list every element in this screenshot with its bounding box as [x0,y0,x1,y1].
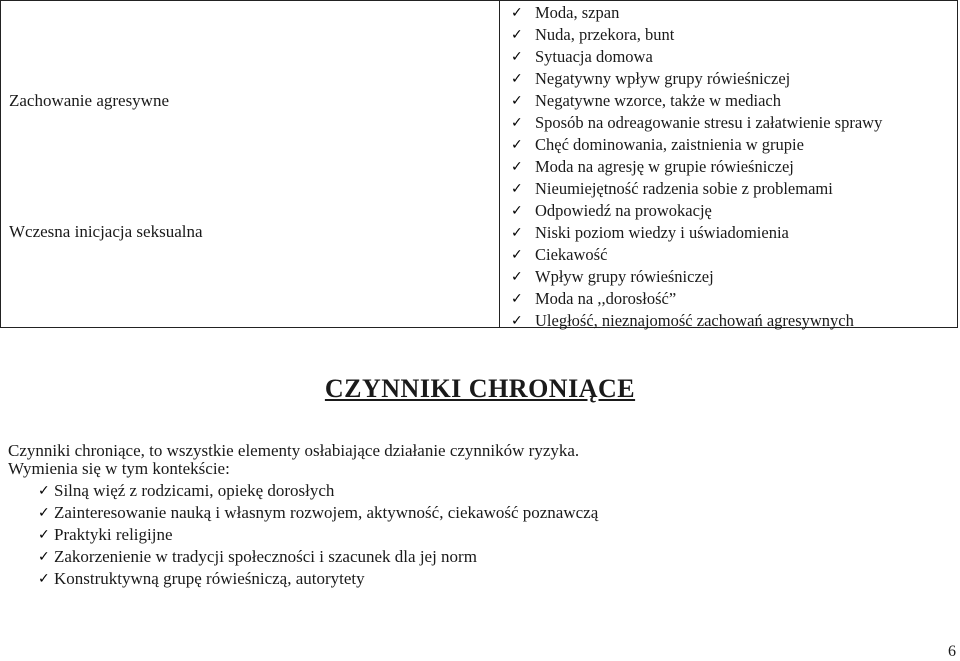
checkmark-icon: ✓ [511,225,523,241]
list-item: ✓ Sposób na odreagowanie stresu i załatwienie sprawy [511,113,883,132]
list-item: ✓ Silną więź z rodzicami, opiekę dorosłych [8,480,598,502]
checkmark-icon: ✓ [38,549,50,565]
protective-factors-list [8,480,598,590]
checkmark-icon: ✓ [511,5,523,21]
table-divider [499,1,500,327]
checkmark-icon: ✓ [511,313,523,329]
list-item: ✓ Moda na agresję w grupie rówieśniczej [511,157,794,176]
row-label-aggressive-behavior: Zachowanie agresywne [9,91,170,110]
list-item: ✓ Uległość, nieznajomość zachowań agresywnych [511,311,854,330]
list-item: ✓ Sytuacja domowa [511,47,653,66]
risk-factors-table [0,0,958,328]
checkmark-icon: ✓ [511,71,523,87]
list-item: ✓ Chęć dominowania, zaistnienia w grupie [511,135,804,154]
checkmark-icon: ✓ [511,247,523,263]
checkmark-icon: ✓ [511,93,523,109]
list-item: ✓ Negatywny wpływ grupy rówieśniczej [511,69,791,88]
checkmark-icon: ✓ [38,505,50,521]
checkmark-icon: ✓ [511,115,523,131]
checkmark-icon: ✓ [511,159,523,175]
checkmark-icon: ✓ [38,571,50,587]
checkmark-icon: ✓ [511,137,523,153]
checkmark-icon: ✓ [511,49,523,65]
list-item: ✓ Ciekawość [511,245,608,264]
list-item: ✓ Moda na ,,dorosłość” [511,289,677,308]
checkmark-icon: ✓ [511,269,523,285]
row-label-early-sexual-initiation: Wczesna inicjacja seksualna [9,222,203,241]
list-item: ✓ Nieumiejętność radzenia sobie z problemami [511,179,833,198]
list-item: ✓ Wpływ grupy rówieśniczej [511,267,714,286]
list-item: ✓ Zainteresowanie nauką i własnym rozwojem, aktywność, ciekawość poznawczą [8,502,598,524]
list-item: ✓ Konstruktywną grupę rówieśniczą, autorytety [8,568,598,590]
list-item: ✓ Moda, szpan [511,3,620,22]
intro-paragraph-line-1: Czynniki chroniące, to wszystkie elementy osłabiające działanie czynników ryzyka. [8,441,580,460]
checkmark-icon: ✓ [511,181,523,197]
checkmark-icon: ✓ [38,483,50,499]
list-item: ✓ Nuda, przekora, bunt [511,25,675,44]
page-number: 6 [948,643,956,660]
list-item: ✓ Odpowiedź na prowokację [511,201,712,220]
list-item: ✓ Niski poziom wiedzy i uświadomienia [511,223,789,242]
risk-factors-list [511,2,882,332]
checkmark-icon: ✓ [511,27,523,43]
list-item: ✓ Negatywne wzorce, także w mediach [511,91,782,110]
intro-paragraph-line-2: Wymienia się w tym kontekście: [8,459,230,478]
checkmark-icon: ✓ [511,203,523,219]
checkmark-icon: ✓ [38,527,50,543]
list-item: ✓ Praktyki religijne [8,524,598,546]
list-item: ✓ Zakorzenienie w tradycji społeczności i szacunek dla jej norm [8,546,598,568]
checkmark-icon: ✓ [511,291,523,307]
section-heading: CZYNNIKI CHRONIĄCE [324,374,636,403]
